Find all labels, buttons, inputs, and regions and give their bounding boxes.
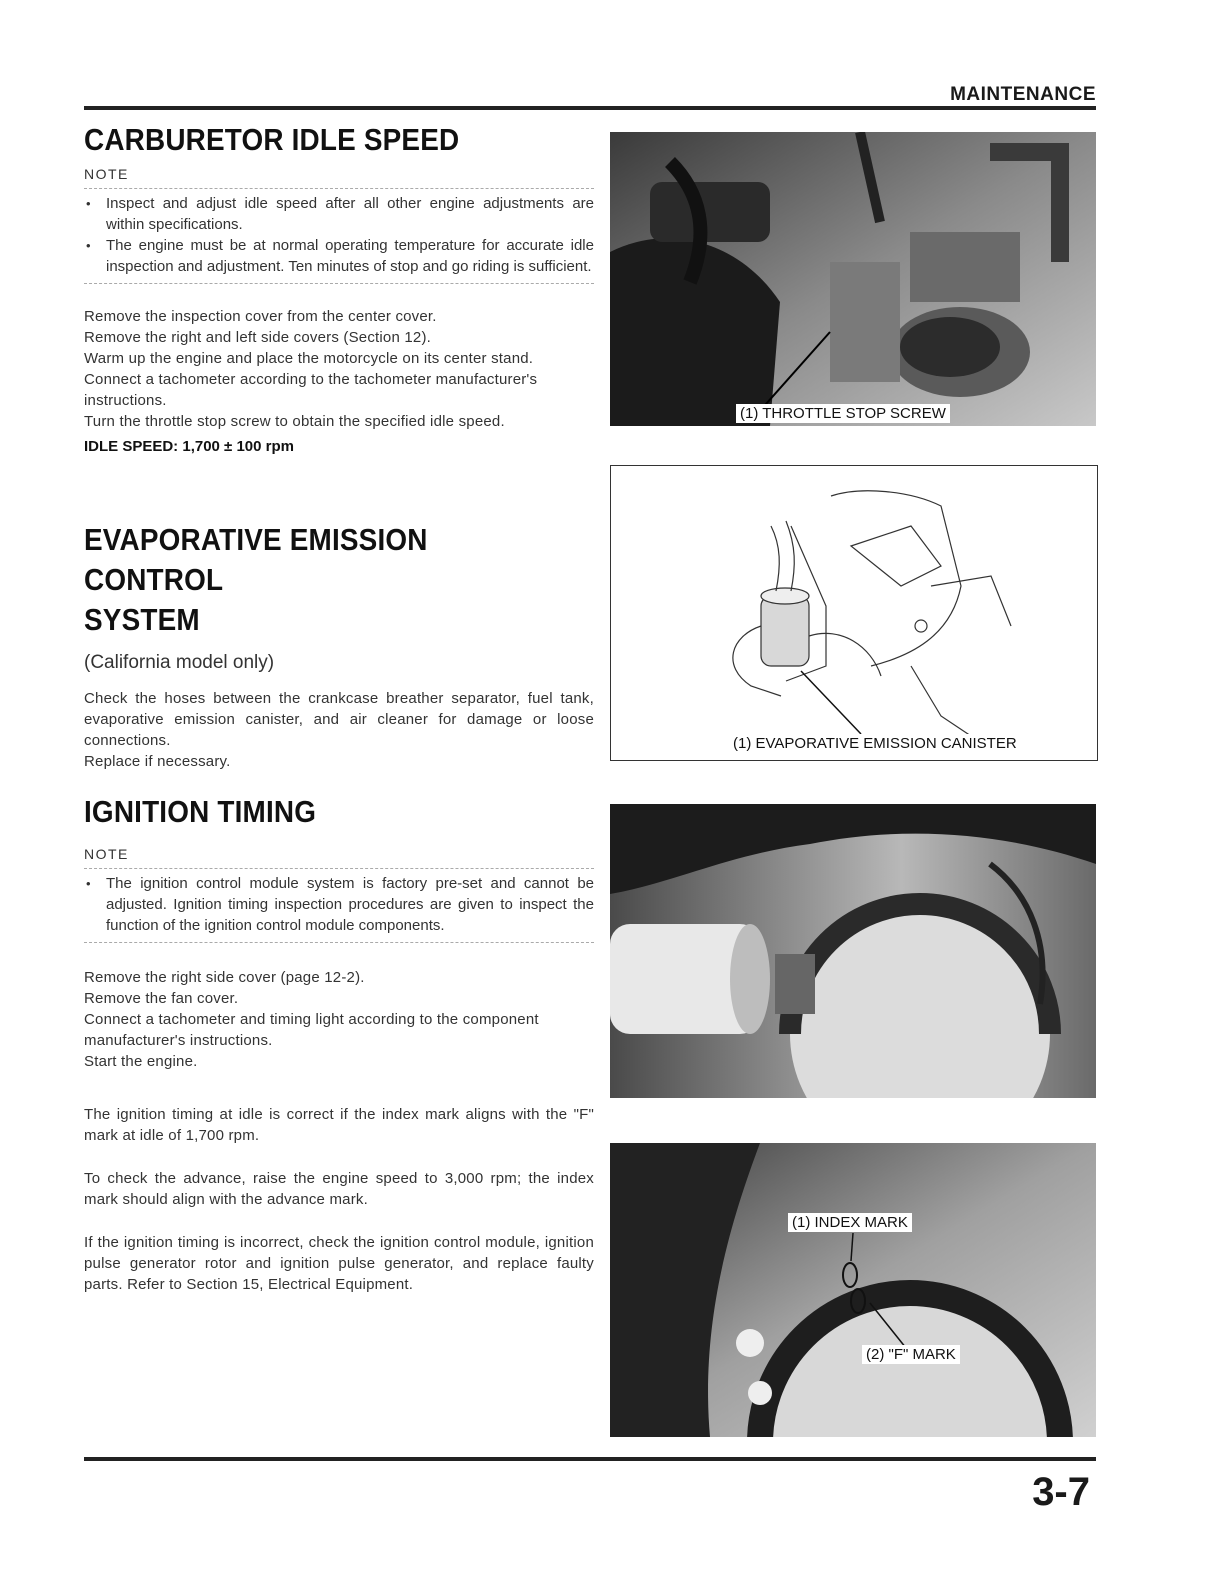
- canister-callout: (1) EVAPORATIVE EMISSION CANISTER: [729, 734, 1021, 753]
- step-text: Remove the fan cover.: [84, 990, 239, 1007]
- page-number: 3-7: [1032, 1470, 1090, 1514]
- step-text: Warm up the engine and place the motorcycle on its center stand.: [84, 350, 534, 367]
- ignition-title: IGNITION TIMING: [84, 794, 317, 829]
- ignition-para-2: [84, 1168, 594, 1210]
- timing-marks-photo: [610, 1143, 1096, 1437]
- idle-speed-spec: IDLE SPEED: 1,700 ± 100 rpm: [84, 438, 294, 455]
- evap-body: [84, 688, 594, 772]
- fan-cover-photo: [610, 804, 1096, 1098]
- ignition-section: [84, 792, 594, 1295]
- top-rule: [84, 106, 1096, 110]
- f-mark-callout: (2) "F" MARK: [862, 1345, 960, 1364]
- step-text: Remove the inspection cover from the center cover.: [84, 308, 437, 325]
- note-item: • The ignition control module system is factory pre-set and cannot be adjusted. Ignition timing inspection procedures are given to inspect the function of the ignition control module components.: [84, 873, 594, 936]
- throttle-stop-photo: [610, 132, 1096, 426]
- carburetor-note-label: NOTE: [84, 166, 129, 182]
- body-text: Check the hoses between the crankcase breather separator, fuel tank, evaporative emission canister, and air cleaner for damage or loose connections.: [84, 690, 594, 749]
- carburetor-note-box: [84, 188, 594, 284]
- evap-subtitle: (California model only): [84, 652, 275, 673]
- ignition-para-3: [84, 1232, 594, 1295]
- ignition-para-1: [84, 1104, 594, 1146]
- carburetor-title: CARBURETOR IDLE SPEED: [84, 122, 460, 157]
- canister-line-drawing: [611, 466, 1097, 760]
- section-header: MAINTENANCE: [950, 84, 1096, 105]
- evap-title-line1: EVAPORATIVE EMISSION CONTROL: [84, 522, 428, 597]
- step-text: Remove the right and left side covers (Section 12).: [84, 329, 432, 346]
- ignition-steps: [84, 967, 594, 1072]
- body-text: If the ignition timing is incorrect, check the ignition control module, ignition pulse generator rotor and ignition pulse generator, and replace faulty parts. Refer to Section 15, Electrical Equipment.: [84, 1234, 594, 1293]
- note-item: • Inspect and adjust idle speed after all other engine adjustments are within specifications.: [84, 193, 594, 235]
- timing-marks-illustration: [610, 1143, 1096, 1437]
- bottom-rule: [84, 1457, 1096, 1461]
- step-text: Remove the right side cover (page 12-2).: [84, 969, 365, 986]
- step-text: Connect a tachometer according to the tachometer manufacturer's instructions.: [84, 371, 538, 409]
- step-text: Connect a tachometer and timing light according to the component manufacturer's instructions.: [84, 1011, 539, 1049]
- canister-diagram: [610, 465, 1098, 761]
- evap-title: [84, 520, 543, 640]
- body-text: The ignition timing at idle is correct if the index mark aligns with the "F" mark at idle of 1,700 rpm.: [84, 1106, 594, 1144]
- fan-area-illustration: [610, 804, 1096, 1098]
- evap-title-line2: SYSTEM: [84, 602, 200, 637]
- note-item: • The engine must be at normal operating temperature for accurate idle inspection and adjustment. Ten minutes of stop and go riding is sufficient.: [84, 235, 594, 277]
- engine-photo-illustration: [610, 132, 1096, 426]
- evap-section: [84, 520, 594, 772]
- step-text: Start the engine.: [84, 1053, 198, 1070]
- ignition-note-label: NOTE: [84, 846, 129, 862]
- step-text: Turn the throttle stop screw to obtain the specified idle speed.: [84, 413, 505, 430]
- throttle-stop-callout: (1) THROTTLE STOP SCREW: [736, 404, 950, 423]
- ignition-note-box: [84, 868, 594, 943]
- carburetor-section: [84, 120, 594, 455]
- body-text: To check the advance, raise the engine speed to 3,000 rpm; the index mark should align with the advance mark.: [84, 1170, 594, 1208]
- carburetor-steps: [84, 306, 594, 432]
- index-mark-callout: (1) INDEX MARK: [788, 1213, 912, 1232]
- body-text: Replace if necessary.: [84, 753, 231, 770]
